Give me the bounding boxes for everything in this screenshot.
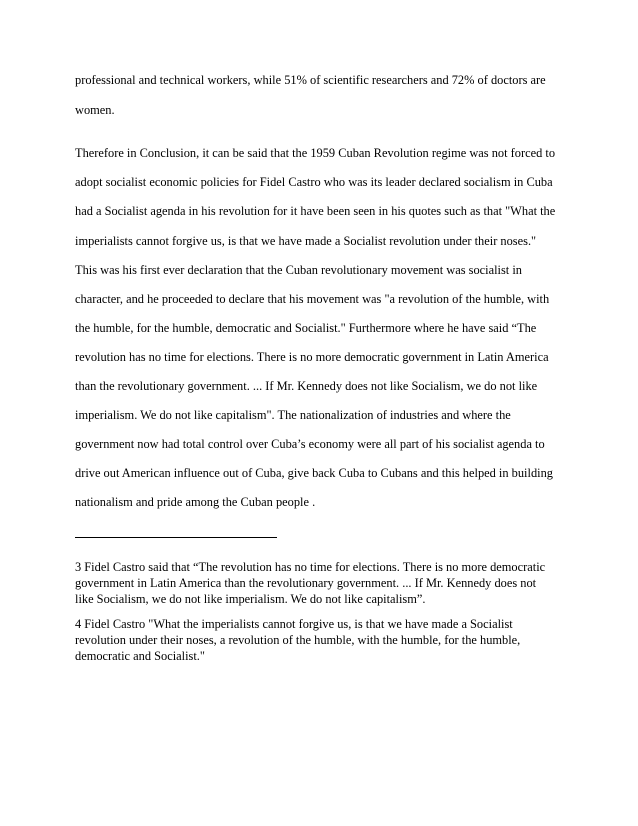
text-line: had a Socialist agenda in his revolution for it have been seen in his quotes such as that "What the	[75, 204, 556, 218]
footnote-line: 3 Fidel Castro said that “The revolution has no time for elections. There is no more democratic	[75, 560, 546, 574]
text-line: Therefore in Conclusion, it can be said that the 1959 Cuban Revolution regime was not forced to	[75, 146, 556, 160]
text-line: imperialists cannot forgive us, is that we have made a Socialist revolution under their noses."	[75, 234, 537, 248]
footnote-line: revolution under their noses, a revolution of the humble, with the humble, for the humble,	[75, 633, 521, 647]
footnote-line: 4 Fidel Castro "What the imperialists cannot forgive us, is that we have made a Socialist	[75, 617, 513, 631]
footnote-line: democratic and Socialist."	[75, 649, 205, 663]
text-line: nationalism and pride among the Cuban people .	[75, 495, 316, 509]
text-line: the humble, for the humble, democratic and Socialist." Furthermore where he have said “The	[75, 321, 537, 335]
text-line: than the revolutionary government. ... If Mr. Kennedy does not like Socialism, we do not like	[75, 379, 538, 393]
text-line: adopt socialist economic policies for Fidel Castro who was its leader declared socialism in Cuba	[75, 175, 553, 189]
text-line: revolution has no time for elections. There is no more democratic government in Latin America	[75, 350, 549, 364]
text-line: This was his first ever declaration that the Cuban revolutionary movement was socialist in	[75, 263, 522, 277]
text-line: character, and he proceeded to declare that his movement was "a revolution of the humble, with	[75, 292, 550, 306]
text-line: government now had total control over Cuba’s economy were all part of his socialist agenda to	[75, 437, 545, 451]
footnote-line: government in Latin America than the revolutionary government. ... If Mr. Kennedy does not	[75, 576, 537, 590]
text-line: imperialism. We do not like capitalism". The nationalization of industries and where the	[75, 408, 511, 422]
text-line: women.	[75, 103, 115, 117]
text-line: professional and technical workers, while 51% of scientific researchers and 72% of doctors are	[75, 73, 546, 87]
footnote-line: like Socialism, we do not like imperialism. We do not like capitalism”.	[75, 592, 426, 606]
footnote-separator	[75, 537, 277, 538]
text-line: drive out American influence out of Cuba, give back Cuba to Cubans and this helped in building	[75, 466, 553, 480]
